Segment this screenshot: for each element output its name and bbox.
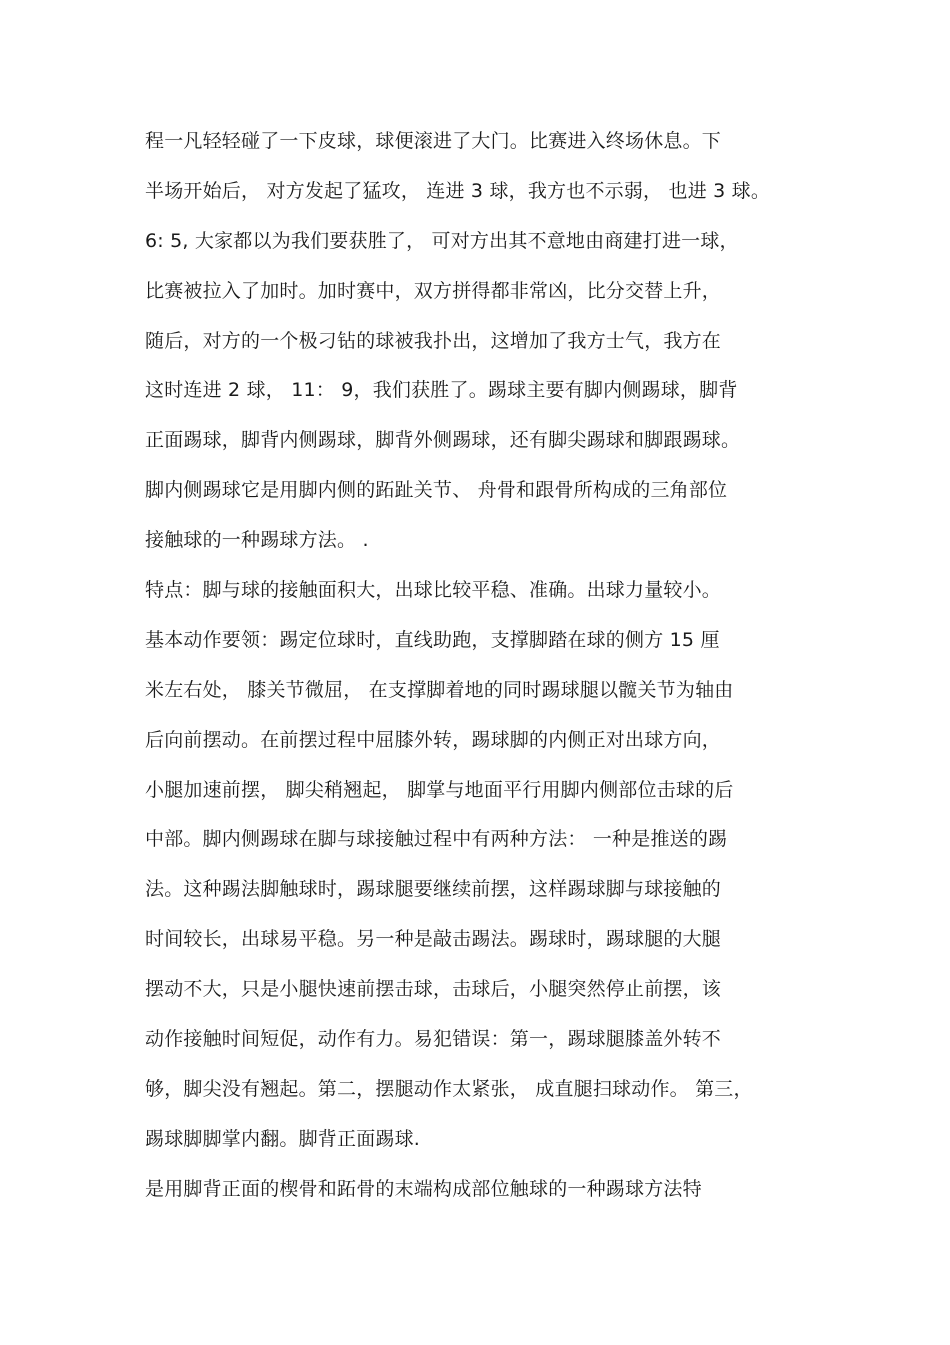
text-line: 中部。脚内侧踢球在脚与球接触过程中有两种方法： 一种是推送的踢 <box>145 828 728 851</box>
text-line: 法。这种踢法脚触球时，踢球腿要继续前摆，这样踢球脚与球接触的 <box>145 878 722 901</box>
text-line: 随后，对方的一个极刁钻的球被我扑出，这增加了我方士气，我方在 <box>145 329 722 352</box>
text-line: 动作接触时间短促，动作有力。易犯错误：第一，踢球腿膝盖外转不 <box>145 1028 722 1051</box>
text-line: 摆动不大，只是小腿快速前摆击球，击球后，小腿突然停止前摆，该 <box>145 978 722 1001</box>
text-line: 踢球脚脚掌内翻。脚背正面踢球. <box>145 1127 421 1150</box>
body-text <box>145 124 825 1222</box>
text-line: 正面踢球，脚背内侧踢球，脚背外侧踢球，还有脚尖踢球和脚跟踢球。 <box>145 429 741 452</box>
text-line: 这时连进 2 球， 11： 9，我们获胜了。踢球主要有脚内侧踢球，脚背 <box>145 379 738 402</box>
text-line: 后向前摆动。在前摆过程中屈膝外转，踢球脚的内侧正对出球方向， <box>145 728 722 751</box>
text-line: 够，脚尖没有翘起。第二，摆腿动作太紧张， 成直腿扫球动作。 第三， <box>145 1077 753 1100</box>
text-line: 6: 5, 大家都以为我们要获胜了， 可对方出其不意地由商建打进一球， <box>145 229 739 252</box>
text-line: 比赛被拉入了加时。加时赛中，双方拼得都非常凶，比分交替上升， <box>145 279 722 302</box>
text-line: 程一凡轻轻碰了一下皮球，球便滚进了大门。比赛进入终场休息。下 <box>145 130 722 152</box>
text-line: 特点：脚与球的接触面积大，出球比较平稳、准确。出球力量较小。 <box>145 579 722 602</box>
text-line: 米左右处， 膝关节微屈， 在支撑脚着地的同时踢球腿以髋关节为轴由 <box>145 678 734 701</box>
text-line: 是用脚背正面的楔骨和跖骨的末端构成部位触球的一种踢球方法特 <box>145 1177 702 1200</box>
text-line: 半场开始后， 对方发起了猛攻， 连进 3 球，我方也不示弱， 也进 3 球。 <box>145 179 771 202</box>
text-line: 脚内侧踢球它是用脚内侧的跖趾关节、 舟骨和跟骨所构成的三角部位 <box>145 479 728 502</box>
text-line: 时间较长，出球易平稳。另一种是敲击踢法。踢球时，踢球腿的大腿 <box>145 928 722 951</box>
text-line: 接触球的一种踢球方法。 . <box>145 529 369 552</box>
text-line: 基本动作要领：踢定位球时，直线助跑，支撑脚踏在球的侧方 15 厘 <box>145 628 720 651</box>
text-line: 小腿加速前摆， 脚尖稍翘起， 脚掌与地面平行用脚内侧部位击球的后 <box>145 778 734 801</box>
